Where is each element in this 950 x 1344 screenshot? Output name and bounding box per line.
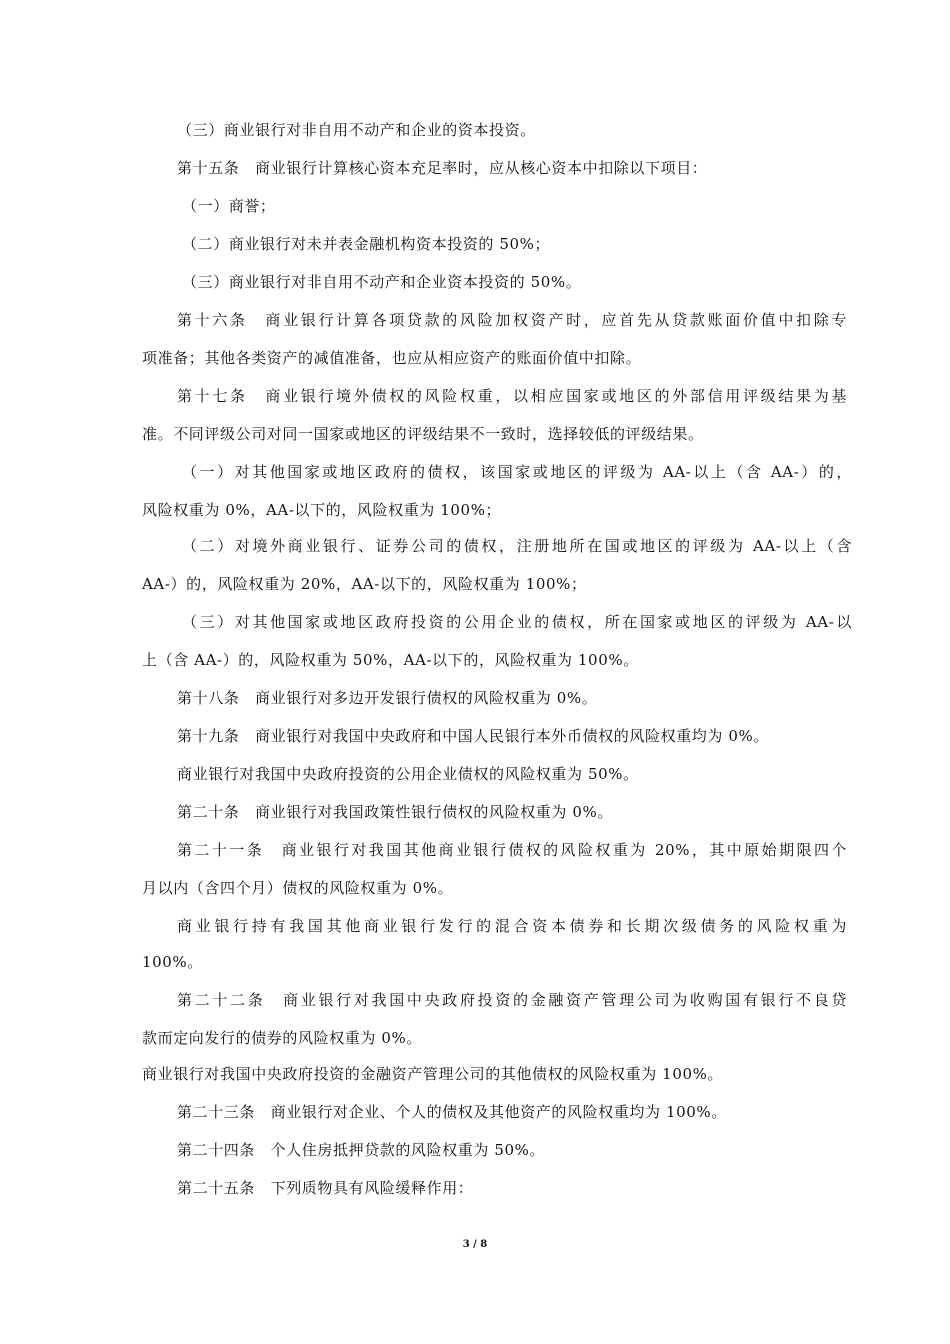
article-22-line: 第二十二条 商业银行对我国中央政府投资的金融资产管理公司为收购国有银行不良贷 (177, 991, 847, 1009)
list-item: （三）对其他国家或地区政府投资的公用企业的债权，所在国家或地区的评级为 AA-以 (182, 613, 852, 631)
list-item-continuation: AA-）的，风险权重为 20%，AA-以下的，风险权重为 100%； (142, 575, 587, 593)
article-16-line: 项准备；其他各类资产的减值准备，也应从相应资产的账面价值中扣除。 (142, 349, 642, 367)
article-20: 第二十条 商业银行对我国政策性银行债权的风险权重为 0%。 (177, 803, 613, 821)
list-item: （一）对其他国家或地区政府的债权，该国家或地区的评级为 AA-以上（含 AA-）的， (182, 463, 852, 481)
article-21-line: 月以内（含四个月）债权的风险权重为 0%。 (142, 879, 454, 897)
paragraph-line: 商业银行对我国中央政府投资的金融资产管理公司的其他债权的风险权重为 100%。 (142, 1065, 724, 1083)
article-23: 第二十三条 商业银行对企业、个人的债权及其他资产的风险权重均为 100%。 (177, 1103, 727, 1121)
list-item: （三）商业银行对非自用不动产和企业资本投资的 50%。 (182, 273, 582, 291)
article-17-line: 准。不同评级公司对同一国家或地区的评级结果不一致时，选择较低的评级结果。 (142, 425, 704, 443)
article-25: 第二十五条 下列质物具有风险缓释作用： (177, 1179, 474, 1197)
list-item: （二）对境外商业银行、证券公司的债权，注册地所在国或地区的评级为 AA-以上（含 (182, 537, 852, 555)
article-18: 第十八条 商业银行对多边开发银行债权的风险权重为 0%。 (177, 689, 598, 707)
paragraph-line: 商业银行对我国中央政府投资的公用企业债权的风险权重为 50%。 (177, 765, 639, 783)
article-21-line: 第二十一条 商业银行对我国其他商业银行债权的风险权重为 20%，其中原始期限四个 (177, 841, 847, 859)
article-19: 第十九条 商业银行对我国中央政府和中国人民银行本外币债权的风险权重均为 0%。 (177, 727, 769, 745)
list-item: （二）商业银行对未并表金融机构资本投资的 50%； (182, 235, 551, 253)
list-item-continuation: 风险权重为 0%，AA-以下的，风险权重为 100%； (142, 501, 502, 519)
paragraph-line: 100%。 (142, 953, 203, 971)
paragraph-line: 商业银行持有我国其他商业银行发行的混合资本债券和长期次级债务的风险权重为 (177, 917, 847, 935)
article-15-heading: 第十五条 商业银行计算核心资本充足率时，应从核心资本中扣除以下项目： (177, 159, 708, 177)
list-item-continuation: 上（含 AA-）的，风险权重为 50%，AA-以下的，风险权重为 100%。 (142, 651, 639, 669)
article-17-line: 第十七条 商业银行境外债权的风险权重，以相应国家或地区的外部信用评级结果为基 (177, 387, 847, 405)
paragraph-line: （三）商业银行对非自用不动产和企业的资本投资。 (177, 121, 536, 139)
article-24: 第二十四条 个人住房抵押贷款的风险权重为 50%。 (177, 1141, 546, 1159)
article-22-line: 款而定向发行的债券的风险权重为 0%。 (142, 1029, 422, 1047)
list-item: （一）商誉； (182, 197, 276, 215)
page-number: 3 / 8 (462, 1239, 488, 1250)
article-16-line: 第十六条 商业银行计算各项贷款的风险加权资产时，应首先从贷款账面价值中扣除专 (177, 311, 847, 329)
